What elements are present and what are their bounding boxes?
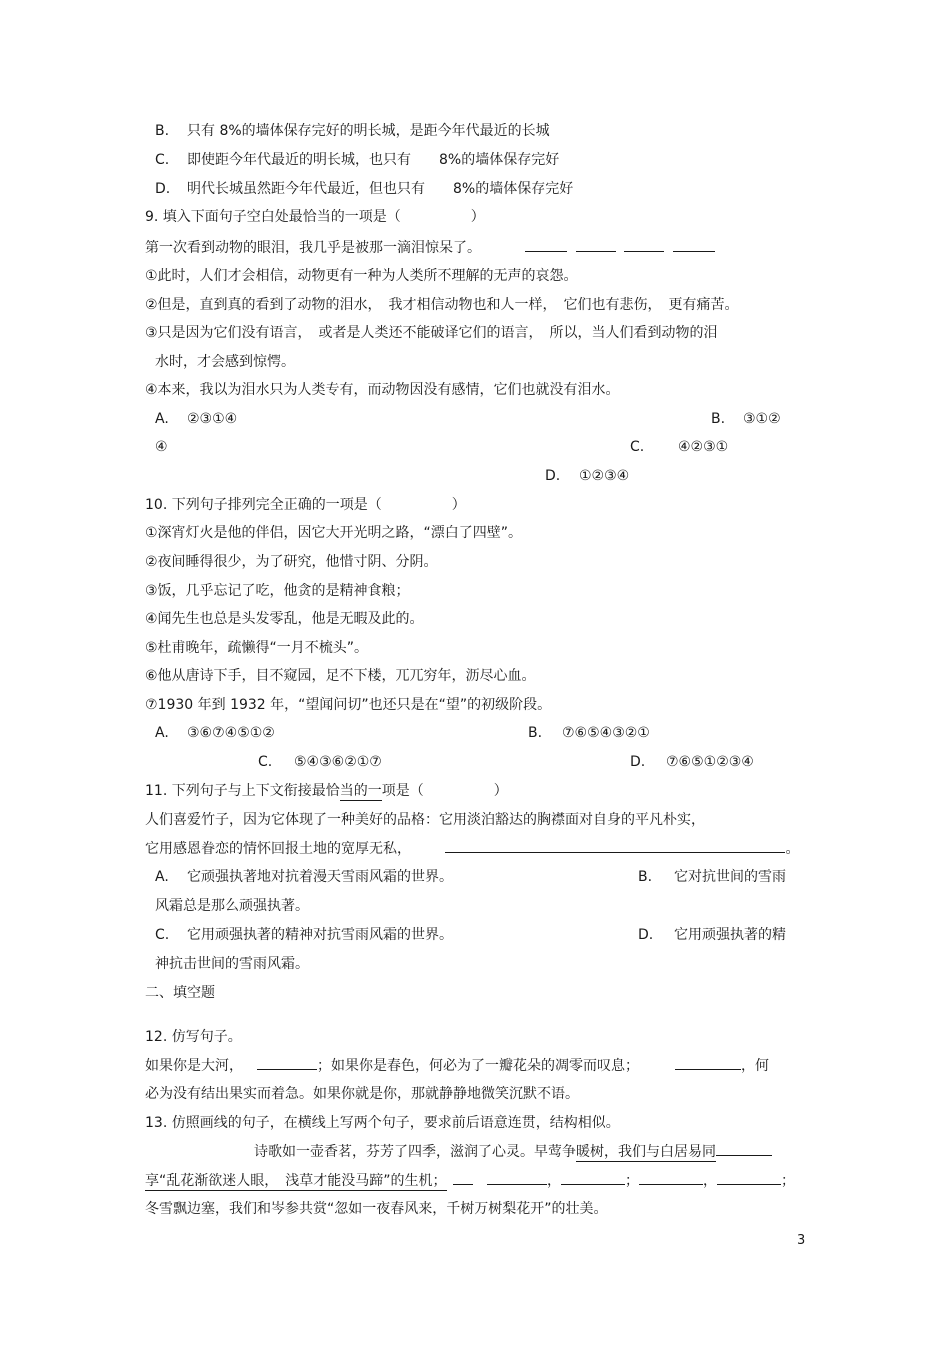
q9-option-b[interactable]: B. ③①② xyxy=(711,411,781,427)
q10-option-c[interactable]: C. ⑤④③⑥②①⑦ xyxy=(258,754,382,770)
q10-sentence: ⑥他从唐诗下手，目不窥园，足不下楼，兀兀穷年，沥尽心血。 xyxy=(145,668,536,684)
q11-option-d[interactable]: D. 它用顽强执著的精 xyxy=(638,927,786,943)
q13-line-3: 冬雪飘边塞，我们和岑参共赏“忽如一夜春风来，千树万树梨花开”的壮美。 xyxy=(145,1201,608,1217)
answer-blank[interactable] xyxy=(673,237,715,252)
q11-option-c[interactable]: C. 它用顽强执著的精神对抗雪雨风霜的世界。 xyxy=(155,927,453,943)
q11-option-b-cont: 风霜总是那么顽强执著。 xyxy=(155,898,309,914)
q10-sentence: ②夜间睡得很少，为了研究，他惜寸阴、分阴。 xyxy=(145,554,438,570)
q12-line-2: 必为没有结出果实而着急。如果你就是你，那就静静地微笑沉默不语。 xyxy=(145,1086,579,1102)
answer-blank[interactable] xyxy=(561,1170,625,1185)
answer-blank[interactable] xyxy=(717,1170,781,1185)
q11-option-a[interactable]: A. 它顽强执著地对抗着漫天雪雨风霜的世界。 xyxy=(155,869,453,885)
q9-sentence-3-cont: 水时，才会感到惊愕。 xyxy=(155,354,295,370)
answer-blank[interactable] xyxy=(257,1055,317,1070)
q9-sentence-1: ①此时，人们才会相信，动物更有一种为人类所不理解的无声的哀怨。 xyxy=(145,268,578,284)
q10-sentence: ④闻先生也总是头发零乱，他是无暇及此的。 xyxy=(145,611,424,627)
answer-blank[interactable] xyxy=(639,1170,703,1185)
q10-sentence: ③饭，几乎忘记了吃，他贪的是精神食粮； xyxy=(145,583,410,599)
q9-sentence-4: ④本来，我以为泪水只为人类专有，而动物因没有感情，它们也就没有泪水。 xyxy=(145,382,620,398)
answer-blank[interactable] xyxy=(445,838,785,853)
q9-option-b-cont: ④ xyxy=(155,439,168,455)
q8-option-c: C. 即使距今年代最近的明长城，也只有 8%的墙体保存完好 xyxy=(155,152,560,168)
q12-stem: 12. 仿写句子。 xyxy=(145,1029,242,1045)
q10-sentence: ①深宵灯火是他的伴侣，因它大开光明之路，“漂白了四壁”。 xyxy=(145,525,523,541)
q9-intro: 第一次看到动物的眼泪，我几乎是被那一滴泪惊呆了。 xyxy=(145,237,715,258)
q9-option-a[interactable]: A. ②③①④ xyxy=(155,411,238,427)
q11-stem: 11. 下列句子与上下文衔接最恰当的一项是（ ） xyxy=(145,783,508,799)
section-title: 二、填空题 xyxy=(145,985,215,1001)
q10-option-d[interactable]: D. ⑦⑥⑤①②③④ xyxy=(630,754,754,770)
q10-sentence: ⑦1930 年到 1932 年，“望闻问切”也还只是在“望”的初级阶段。 xyxy=(145,697,552,713)
answer-blank[interactable] xyxy=(525,237,567,252)
q11-option-d-cont: 神抗击世间的雪雨风霜。 xyxy=(155,956,309,972)
q8-option-d: D. 明代长城虽然距今年代最近，但也只有 8%的墙体保存完好 xyxy=(155,181,574,197)
answer-blank[interactable] xyxy=(487,1170,547,1185)
q9-option-c[interactable]: C. ④②③① xyxy=(630,439,729,455)
q11-context-1: 人们喜爱竹子，因为它体现了一种美好的品格：它用淡泊豁达的胸襟面对自身的平凡朴实， xyxy=(145,812,705,828)
q8-option-b: B. 只有 8%的墙体保存完好的明长城，是距今年代最近的长城 xyxy=(155,123,550,139)
q10-sentence: ⑤杜甫晚年，疏懒得“一月不梳头”。 xyxy=(145,640,369,656)
q10-option-a[interactable]: A. ③⑥⑦④⑤①② xyxy=(155,725,275,741)
answer-blank[interactable] xyxy=(576,237,616,252)
answer-blank[interactable] xyxy=(624,237,664,252)
q11-context-2: 它用感恩眷恋的情怀回报土地的宽厚无私， 。 xyxy=(145,838,799,859)
q13-stem: 13. 仿照画线的句子，在横线上写两个句子，要求前后语意连贯，结构相似。 xyxy=(145,1115,620,1131)
answer-blank[interactable] xyxy=(675,1055,741,1070)
q13-line-1: 诗歌如一壶香茗，芬芳了四季，滋润了心灵。早莺争暖树，我们与白居易同 xyxy=(254,1141,772,1162)
q12-line-1: 如果你是大河， ；如果你是春色，何必为了一瓣花朵的凋零而叹息； ，何 xyxy=(145,1055,769,1076)
q9-sentence-2: ②但是，直到真的看到了动物的泪水， 我才相信动物也和人一样， 它们也有悲伤， 更有痛苦。 xyxy=(145,297,739,313)
q9-sentence-3: ③只是因为它们没有语言， 或者是人类还不能破译它们的语言， 所以，当人们看到动物的泪 xyxy=(145,325,718,341)
q9-option-d[interactable]: D. ①②③④ xyxy=(545,468,630,484)
q11-option-b[interactable]: B. 它对抗世间的雪雨 xyxy=(638,869,786,885)
page-number: 3 xyxy=(797,1233,806,1248)
q10-option-b[interactable]: B. ⑦⑥⑤④③②① xyxy=(528,725,650,741)
q13-line-2: 享“乱花渐欲迷人眼， 浅草才能没马蹄”的生机； ， ； ， ； xyxy=(145,1170,795,1191)
q10-stem: 10. 下列句子排列完全正确的一项是（ ） xyxy=(145,497,466,513)
q9-stem: 9. 填入下面句子空白处最恰当的一项是（ ） xyxy=(145,209,485,225)
